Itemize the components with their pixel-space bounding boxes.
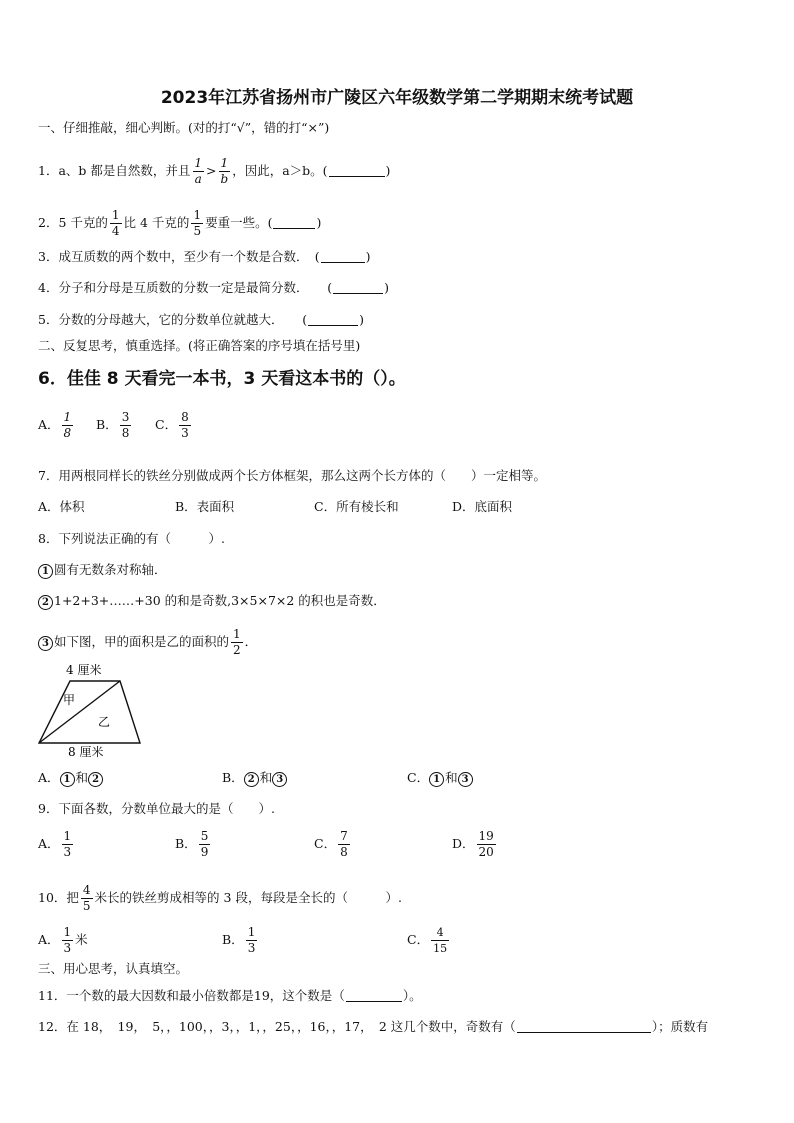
trapezoid-outline [39, 681, 140, 743]
q6-option-a[interactable]: A． $\frac{1}{8}$ [38, 410, 72, 440]
q9-option-d[interactable]: D． $\frac{19}{20}$ [452, 829, 494, 859]
section-1-heading: 一、仔细推敲，细心判断。(对的打“√”，错的打“×”) [38, 120, 330, 135]
question-4: 4．分子和分母是互质数的分数一定是最简分数． ( ) [38, 280, 389, 295]
q10-option-a[interactable]: A． $\frac{1}{3}$ 米 [38, 925, 88, 955]
q8-statement-2: 2 1+2+3+……+30 的和是奇数,3×5×7×2 的积也是奇数． [38, 592, 386, 610]
fraction-1-2: $\frac{1}{2}$ [233, 627, 241, 657]
trapezoid-diagonal [39, 681, 120, 743]
q7-option-c[interactable]: C．所有棱长和 [314, 499, 399, 514]
question-10: 10．把 $\frac{4}{5}$ 米长的铁丝剪成相等的 3 段，每段是全长的（ ）. [38, 883, 402, 913]
fraction-1-8: $\frac{1}{8}$ [63, 410, 72, 440]
fraction-4-5: $\frac{4}{5}$ [82, 883, 91, 913]
fraction-3-8: $\frac{3}{8}$ [121, 410, 130, 440]
fraction-1-5: $\frac{1}{5}$ [193, 208, 202, 238]
question-1: 1．a、b 都是自然数，并且 $\frac{1}{a}$ > $\frac{1}{b}$ ，因此，a＞b。( ) [38, 156, 391, 186]
answer-blank-q11[interactable] [346, 989, 402, 1002]
q7-option-d[interactable]: D．底面积 [452, 499, 513, 514]
top-length-label: 4 厘米 [66, 663, 102, 677]
question-2: 2．5 千克的 $\frac{1}{4}$ 比 4 千克的 $\frac{1}{5}$ 要重一些。( ) [38, 208, 322, 238]
q6-option-b[interactable]: B． $\frac{3}{8}$ [96, 410, 130, 440]
circled-number-1: 1 [38, 564, 53, 579]
section-2-heading: 二、反复思考，慎重选择。(将正确答案的序号填在括号里) [38, 338, 361, 353]
fraction-8-3: $\frac{8}{3}$ [181, 410, 189, 440]
question-6: 6．佳佳 8 天看完一本书，3 天看这本书的（）。 [38, 369, 406, 389]
region-jia-label: 甲 [63, 693, 76, 707]
circled-number-3: 3 [38, 636, 53, 651]
q9-option-c[interactable]: C． $\frac{7}{8}$ [314, 829, 348, 859]
greater-sign: > [206, 163, 217, 178]
circled-number-2: 2 [38, 595, 53, 610]
question-11: 11．一个数的最大因数和最小倍数都是19，这个数是（ ）。 [38, 988, 422, 1003]
fraction-1-4: $\frac{1}{4}$ [111, 208, 120, 238]
answer-blank-q1[interactable] [329, 164, 385, 177]
q10-option-c[interactable]: C． $\frac{4}{15}$ [407, 926, 448, 955]
question-3: 3．成互质数的两个数中，至少有一个数是合数． ( ) [38, 249, 371, 264]
page-title: 2023年江苏省扬州市广陵区六年级数学第二学期期末统考试题 [160, 88, 634, 108]
question-12: 12．在 18， 19， 5，，100，，3，，1，，25，，16，，17， 2 这几个数中，奇数有（ ）；质数有 [38, 1019, 709, 1034]
answer-blank-q2[interactable] [273, 216, 315, 229]
q8-option-c[interactable]: C． 1 和 3 [407, 769, 474, 787]
q1-text: 1．a、b 都是自然数，并且 [38, 163, 191, 178]
fraction-1-over-a: $\frac{1}{a}$ [194, 156, 203, 186]
q8-statement-3: 3 如下图，甲的面积是乙的面积的 $\frac{1}{2}$ ． [38, 627, 257, 658]
q10-option-b[interactable]: B． $\frac{1}{3}$ [222, 925, 256, 955]
question-7: 7．用两根同样长的铁丝分别做成两个长方体框架，那么这两个长方体的（ ）一定相等。 [38, 468, 546, 483]
q9-option-b[interactable]: B． $\frac{5}{9}$ [175, 829, 209, 859]
answer-blank-q12-odd[interactable] [517, 1020, 651, 1033]
bottom-length-label: 8 厘米 [68, 745, 104, 759]
q2-text: 2．5 千克的 [38, 215, 108, 230]
answer-blank-q5[interactable] [308, 313, 358, 326]
answer-blank-q3[interactable] [321, 250, 365, 263]
q8-option-a[interactable]: A． 1 和 2 [38, 769, 104, 787]
section-3-heading: 三、用心思考，认真填空。 [38, 961, 189, 976]
q6-option-c[interactable]: C． $\frac{8}{3}$ [155, 410, 189, 440]
question-9: 9．下面各数，分数单位最大的是（ ）. [38, 801, 275, 816]
q8-option-b[interactable]: B． 2 和 3 [222, 769, 288, 787]
q9-option-a[interactable]: A． $\frac{1}{3}$ [38, 829, 72, 859]
q8-statement-1: 1 圆有无数条对称轴． [38, 561, 167, 579]
q7-option-a[interactable]: A．体积 [38, 499, 85, 514]
answer-blank-q4[interactable] [333, 281, 383, 294]
q7-option-b[interactable]: B．表面积 [175, 499, 235, 514]
trapezoid-figure [30, 660, 160, 760]
question-8: 8．下列说法正确的有（ ）. [38, 531, 225, 546]
question-5: 5．分数的分母越大，它的分数单位就越大． ( ) [38, 312, 364, 327]
fraction-1-over-b: $\frac{1}{b}$ [220, 156, 229, 186]
region-yi-label: 乙 [98, 715, 111, 729]
